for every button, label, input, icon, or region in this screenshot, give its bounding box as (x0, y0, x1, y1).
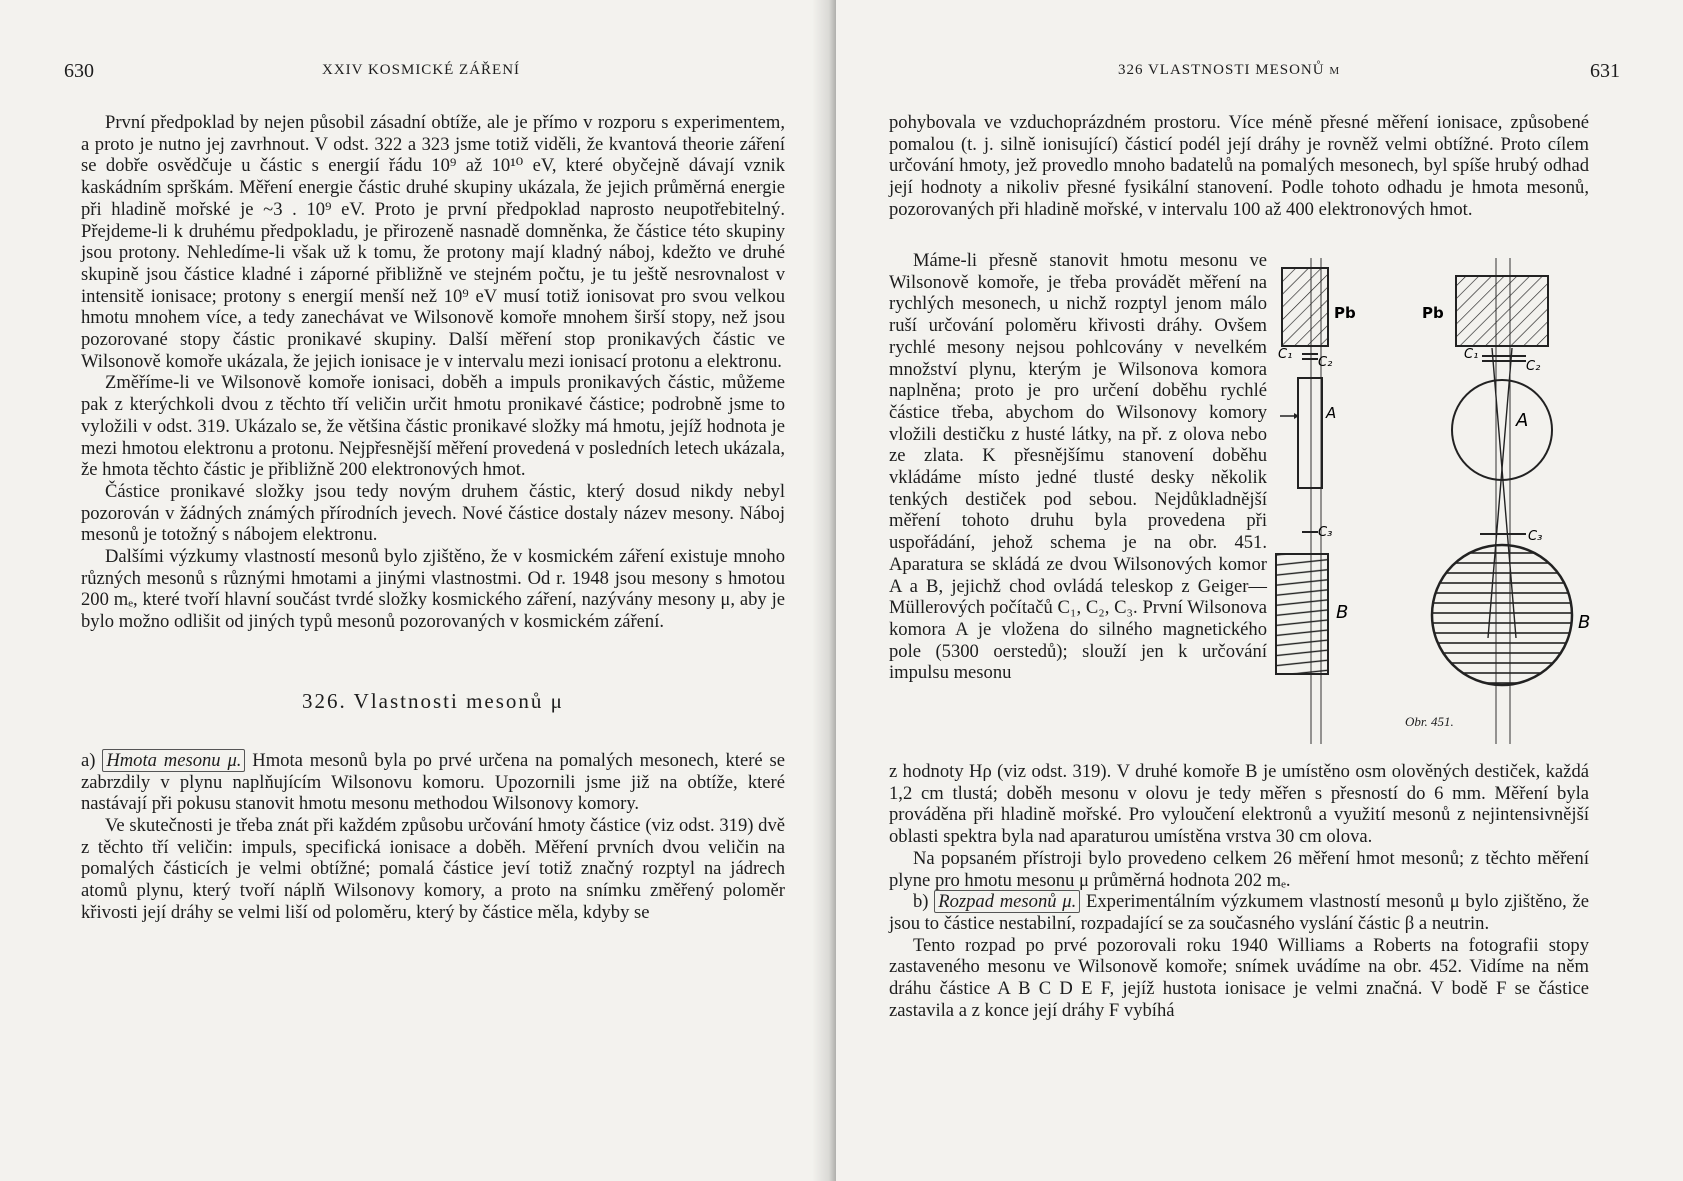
left-paragraph-3: Částice pronikavé složky jsou tedy novým druhem částic, který dosud nikdy nebyl pozorován v žádných známých přírodních jevech. Nové částice dostaly název mesony. Náboj mesonů je totožný s nábojem elektronu. (81, 480, 785, 546)
subsection-a-text: Hmota mesonů byla po prvé určena na pomalých mesonech, které se zabrzdily v plynu naplňujícím Wilsonovu komoru. Upozornili jsme již na obtíže, které nastávají při pokusu stanovit hmotu mesonu methodou Wilsonovy komory. (81, 749, 786, 815)
subsection-b-label: Rozpad mesonů μ. (934, 890, 1080, 913)
right-top-text (889, 112, 1589, 221)
subsection-b-paragraph (889, 891, 1589, 934)
left-body (81, 112, 785, 924)
figure-caption: Obr. 451. (1405, 714, 1454, 729)
left-lead-block (1282, 268, 1328, 346)
right-top-paragraph: pohybovala ve vzduchoprázdném prostoru. Více méně přesné měření ionisace, způsobené pomalou (t. j. silně ionisující) částicí podél její dráhy je rovněž velmi obtížné. Proto cílem určování hmoty, jež provedlo mnoho badatelů na pomalých mesonech, byl spíše hrubý odhad její hodnoty a nikoliv přesné fysikální stanovení. Podle tohoto odhadu je hmota mesonů, pozorovaných při hladině mořské, v intervalu 100 až 400 elektronových hmot. (889, 112, 1589, 220)
left-lead-label: Pb (1334, 304, 1356, 322)
right-c2-label: C₂ (1526, 359, 1541, 374)
left-b-label: B (1336, 602, 1349, 623)
left-a-label: A (1326, 404, 1337, 422)
figure-451 (1280, 258, 1616, 744)
subsection-a-paragraph (81, 750, 785, 815)
right-page-number: 631 (1590, 60, 1620, 82)
left-c2-label: C₂ (1318, 355, 1333, 370)
subsection-b-prefix: b) (913, 891, 935, 913)
right-a-label: A (1516, 410, 1529, 431)
right-chamber-b (1432, 545, 1572, 685)
left-page (0, 0, 836, 1181)
right-wrap-continuation: z hodnoty Hρ (viz odst. 319). V druhé komoře B je umístěno osm olověných destiček, každá 1,2 cm tlustá; doběh mesonu v olovu je tedy měřen s přesností do 6 mm. Měření byla prováděna při hladině mořské. Pro vyloučení elektronů a využití mesonů z nejintensivnější oblasti spektra byla nad aparaturou umístěna vrstva 30 cm olova. (889, 761, 1589, 848)
left-running-head: XXIV KOSMICKÉ ZÁŘENÍ (322, 62, 521, 78)
left-last-paragraph: Ve skutečnosti je třeba znát při každém způsobu určování hmoty částice (viz odst. 319) dvě z těchto tří veličin: impuls, specifická ionisace a doběh. Měření prvních dvou veličin na pomalých částicích je velmi obtížné; pomalá částice jeví totiž značný rozptyl na jádrech atomů plynu, který tvoří náplň Wilsonovy komory, a proto na snímku změřený poloměr křivosti její dráhy se velmi liší od poloměru, který by částice měla, kdyby se (81, 814, 785, 923)
right-c3-label: C₃ (1528, 529, 1543, 544)
left-schematic (1276, 258, 1356, 744)
subsection-a-label: Hmota mesonu μ. (102, 749, 245, 772)
left-paragraph-1: První předpoklad by nejen působil zásadní obtíže, ale je přímo v rozporu s experimentem, a proto je nutno jej zavrhnout. V odst. 322 a 323 jsme totiž viděli, že kvantová theorie záření se dobře osvědčuje u částic s energií řádu 10⁹ až 10¹⁰ eV, které obyčejně dávají vznik kaskádním sprškám. Měření energie částic druhé skupiny ukázala, že jejich průměrná energie při hladině mořské je ~3 . 10⁹ eV. Proto je první předpoklad naprosto neupotřebitelný. Přejdeme-li k druhému předpokladu, je přirozeně nasnadě domněnka, že částice této skupiny jsou protony. Nehledíme-li však už k tomu, že protony mají kladný náboj, kdežto ve druhé skupině jsou částice kladné i záporné přibližně ve stejném počtu, je tu ještě nesrovnalost v intensitě ionisace; protony s energií menší než 10⁹ eV musí totiž ionisovat pro svou velkou hmotu mnohem více, a tedy zanechávat ve Wilsonově komoře mnohem širší stopy, než jsou pozorované stopy částic pronikavé skupiny. Další měření stop pronikavých částic ve Wilsonově komoře ukázala, že jejich ionisace je v intervalu mezi ionisací protonu a elektronu. (81, 112, 785, 372)
right-c1-label: C₁ (1464, 347, 1479, 362)
right-bottom-text (889, 761, 1589, 1021)
right-last-paragraph: Tento rozpad po prvé pozorovali roku 1940 Williams a Roberts na fotografii stopy zastaveného mesonu ve Wilsonově komoře; snímek uvádíme na obr. 452. Vidíme na něm dráhu částice A B C D E F, jejíž hustota ionisace je velmi značná. V bodě F se částice zastavila a z konce její dráhy F vybíhá (889, 934, 1589, 1021)
left-paragraph-2: Změříme-li ve Wilsonově komoře ionisaci, doběh a impuls pronikavých částic, můžeme pak z kterýchkoli dvou z těchto tří veličin určit hmotu pronikavé částice; podrobně jsme to vyložili v odst. 319. Ukázalo se, že většina částic pronikavé složky má hmotu, jejíž hodnota je mezi hmotou elektronu a protonu. Nejpřesnější měření provedená v posledních letech ukázala, že hmota těchto částic je přibližně 200 elektronových hmot. (81, 372, 785, 481)
left-paragraph-4: Dalšími výzkumy vlastností mesonů bylo zjištěno, že v kosmickém záření existuje mnoho různých mesonů s různými hmotami a jinými vlastnostmi. Od r. 1948 jsou mesony s hmotou 200 mₑ, které tvoří hlavní součást tvrdé složky kosmického záření, nazývány mesony μ, aby je bylo možno odlišit od jiných typů mesonů pozorovaných v kosmickém záření. (81, 546, 785, 633)
right-wrap-text (889, 250, 1267, 684)
section-title: 326. Vlastnosti mesonů μ (302, 688, 564, 713)
right-b-label: B (1578, 612, 1591, 633)
right-running-head: 326 VLASTNOSTI MESONŮ μ (1118, 62, 1341, 78)
right-wrap-paragraph: Máme-li přesně stanovit hmotu mesonu ve Wilsonově komoře, je třeba provádět měření na rychlých mesonech, u nichž rozptyl jenom málo ruší určování poloměru křivosti dráhy. Ovšem rychlé mesony nejsou pohlcovány v nevelkém množství plynu, kterým je Wilsonova komora naplněna; proto je pro určení doběhu rychlé částice třeba, abychom do Wilsonovy komory vložili destičku z husté látky, na př. z olova nebo ze zlata. K přesnějšímu stanovení doběhu vkládáme místo jedné tlusté desky několik tenkých destiček pod sebou. Nejdůkladnější měření tohoto druhu byla provedena při uspořádání, jehož schema je na obr. 451. Aparatura se skládá ze dvou Wilsonových komor A a B, jejichž chod ovládá teleskop z Geiger—Müllerových počítačů C₁, C₂, C₃. První Wilsonova komora A je vložena do silného magnetického pole (5300 oerstedů); slouží jen k určování impulsu mesonu (889, 250, 1267, 684)
right-count-paragraph: Na popsaném přístroji bylo provedeno celkem 26 měření hmot mesonů; z těchto měření plyne pro hmotu mesonu μ průměrná hodnota 202 mₑ. (889, 847, 1589, 891)
right-lead-block (1456, 276, 1548, 346)
left-c3-label: C₃ (1318, 525, 1333, 540)
left-page-number: 630 (64, 60, 94, 82)
left-chamber-a (1298, 378, 1322, 488)
subsection-a-prefix: a) (81, 749, 103, 771)
left-c1-label: C₁ (1278, 347, 1293, 362)
right-schematic (1422, 258, 1590, 744)
subsection-b-text: Experimentálním výzkumem vlastností mesonů μ bylo zjištěno, že jsou to částice nestabilní, rozpadající se za současného vyslání částic β a neutrin. (889, 891, 1589, 934)
right-lead-label: Pb (1422, 304, 1444, 322)
left-chamber-b (1276, 554, 1328, 674)
